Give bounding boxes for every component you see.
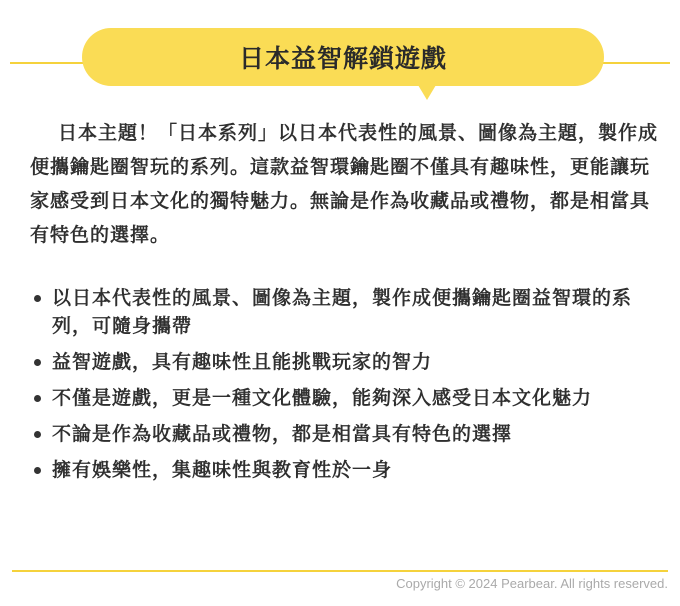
feature-text: 益智遊戲，具有趣味性且能挑戰玩家的智力 <box>52 351 433 373</box>
feature-list <box>30 284 660 492</box>
intro-paragraph: 日本主題！「日本系列」以日本代表性的風景、圖像為主題，製作成便攜鑰匙圈智玩的系列。這款益智環鑰匙圈不僅具有趣味性，更能讓玩家感受到日本文化的獨特魅力。無論是作為收藏品或禮物，都是相當具有特色的選擇。 <box>30 122 659 246</box>
header-rule-left <box>10 62 88 64</box>
header-rule-right <box>598 62 670 64</box>
page-title: 日本益智解鎖遊戲 <box>238 44 447 73</box>
bullet-icon <box>34 359 41 366</box>
feature-item <box>30 420 660 448</box>
feature-item <box>30 456 660 484</box>
footer-rule <box>12 570 668 572</box>
bullet-icon <box>34 295 41 302</box>
bullet-icon <box>34 467 41 474</box>
bullet-icon <box>34 431 41 438</box>
feature-text: 以日本代表性的風景、圖像為主題，製作成便攜鑰匙圈益智環的系列，可隨身攜帶 <box>52 287 633 337</box>
feature-item <box>30 284 660 340</box>
feature-item <box>30 384 660 412</box>
title-banner <box>82 28 604 86</box>
feature-text: 不僅是遊戲，更是一種文化體驗，能夠深入感受日本文化魅力 <box>52 387 593 409</box>
copyright-notice: Copyright © 2024 Pearbear. All rights reserved. <box>396 576 668 591</box>
feature-text: 不論是作為收藏品或禮物，都是相當具有特色的選擇 <box>52 423 513 445</box>
feature-text: 擁有娛樂性，集趣味性與教育性於一身 <box>52 459 393 481</box>
feature-item <box>30 348 660 376</box>
bullet-icon <box>34 395 41 402</box>
